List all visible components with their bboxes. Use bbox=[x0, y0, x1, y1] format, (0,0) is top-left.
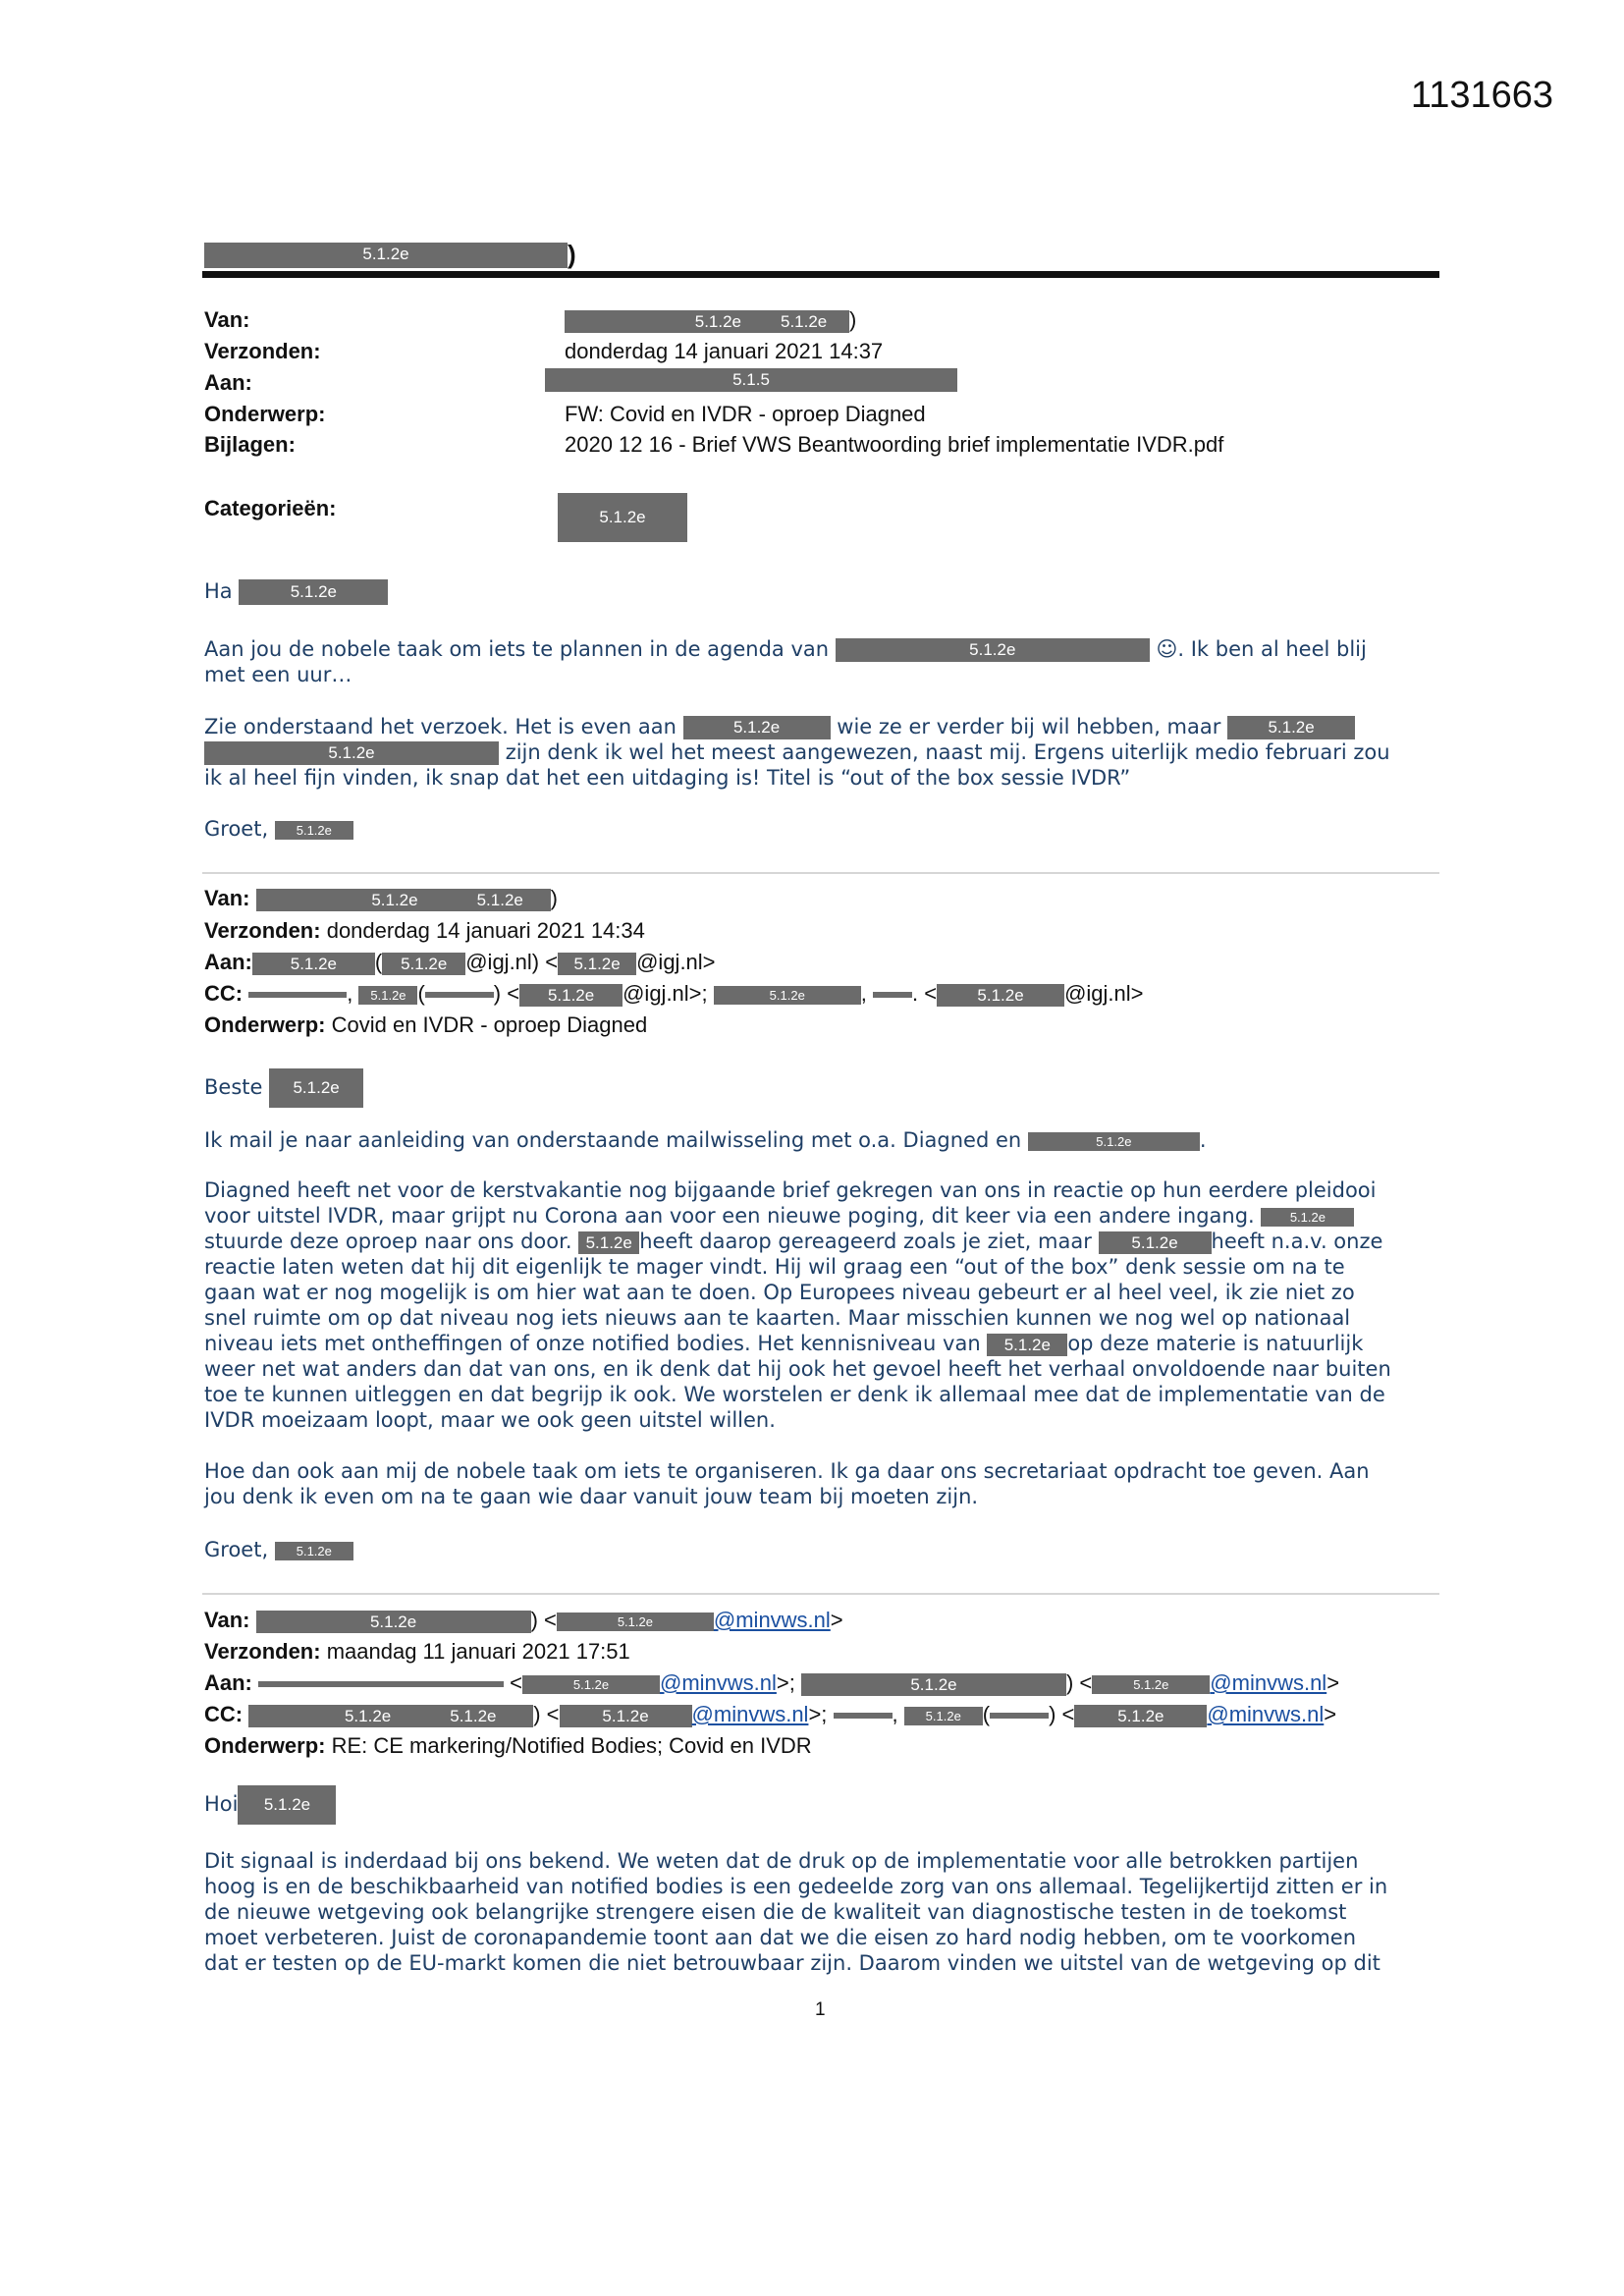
email-link[interactable]: 5.1.2e @minvws.nl bbox=[560, 1702, 809, 1726]
redaction-block: 5.1.2e bbox=[683, 716, 831, 739]
bijlagen-value[interactable]: 2020 12 16 - Brief VWS Beantwoording brief implementatie IVDR.pdf bbox=[565, 432, 1224, 457]
aan-label: Aan: bbox=[204, 370, 252, 395]
redaction-block: 5.1.2e 5.1.2e bbox=[565, 310, 849, 333]
redaction-block: 5.1.2e bbox=[204, 243, 568, 268]
msg3-aan: Aan: < 5.1.2e @minvws.nl>; 5.1.2e ) < 5.1.2e @minvws.nl> bbox=[204, 1670, 1340, 1695]
msg2-aan: Aan: 5.1.2e ( 5.1.2e @igj.nl) < 5.1.2e @igj.nl> bbox=[204, 950, 716, 974]
msg2-closing: Groet, 5.1.2e bbox=[204, 1538, 353, 1561]
van-value: 5.1.2e 5.1.2e ) bbox=[565, 307, 856, 333]
redaction-block: 5.1.2e bbox=[1074, 1705, 1207, 1727]
redaction-block: 5.1.2e bbox=[256, 1611, 531, 1633]
divider bbox=[202, 872, 1439, 874]
redaction-block: 5.1.2e bbox=[558, 953, 636, 975]
redaction-block: 5.1.2e bbox=[238, 1785, 336, 1825]
msg1-greeting: Ha 5.1.2e bbox=[204, 579, 388, 605]
redaction-block: 5.1.2e bbox=[987, 1334, 1067, 1356]
onderwerp-label: Onderwerp: bbox=[204, 402, 326, 426]
email-link[interactable]: 5.1.2e @minvws.nl bbox=[557, 1608, 831, 1632]
aan-value bbox=[545, 366, 957, 392]
page-number: 1 bbox=[815, 1999, 826, 2020]
redaction-block: 5.1.2e bbox=[275, 821, 353, 840]
redaction-block: 5.1.2e bbox=[519, 984, 623, 1007]
redaction-block: 5.1.2e bbox=[522, 1675, 660, 1694]
msg2-paragraph-2: Diagned heeft net voor de kerstvakantie nog bijgaande brief gekregen van ons in reactie op hun eerdere pleidooi voor uitstel IVDR, maar grijpt nu Corona aan voor een nieuwe poging, dit keer via een andere ingang. 5.1.2e stuurde deze oproep naar ons door. 5.1.2e heeft daarop gereageerd zoals je ziet, maar 5.1.2e heeft n.a.v. onze reactie laten weten dat hij dit eigenlijk te mager vindt. Hij wil graag een “out of the box” denk sessie om na te gaan wat er nog mogelijk is om hier wat aan te doen. Op Europees niveau gebeurt er al heel veel, ik zie niet zo snel ruimte om op dat niveau nog iets nieuws aan te kaarten. Maar misschien kunnen we nog wel op nationaal niveau iets met ontheffingen of onze notified bodies. Het kennisniveau van 5.1.2e op deze materie is natuurlijk weer net wat anders dan dat van ons, en ik denk dat hij ook het gevoel heeft het verhaal onvoldoende naar buiten toe te kunnen uitleggen en dat begrijp ik ook. We worstelen er denk ik allemaal mee dat de implementatie van de IVDR moeizaam loopt, maar we ook geen uitstel willen. bbox=[204, 1178, 1391, 1432]
redaction-block: 5.1.2e bbox=[239, 579, 388, 605]
redaction-block: 5.1.2e bbox=[1227, 716, 1355, 739]
msg1-closing: Groet, 5.1.2e bbox=[204, 817, 353, 841]
redaction-block bbox=[873, 992, 912, 998]
verzonden-label: Verzonden: bbox=[204, 339, 321, 363]
msg2-onderwerp: Onderwerp: Covid en IVDR - oproep Diagned bbox=[204, 1012, 648, 1037]
redaction-block: 5.1.2e bbox=[714, 986, 861, 1005]
redaction-block bbox=[258, 1681, 504, 1687]
redaction-block: 5.1.2e bbox=[558, 493, 687, 542]
msg3-greeting: Hoi 5.1.2e bbox=[204, 1785, 336, 1825]
redaction-block: 5.1.2e bbox=[937, 984, 1064, 1007]
email-link[interactable]: 5.1.2e @minvws.nl bbox=[1092, 1670, 1326, 1695]
redaction-block: 5.1.2e 5.1.2e bbox=[248, 1705, 533, 1727]
msg3-onderwerp: Onderwerp: RE: CE markering/Notified Bodies; Covid en IVDR bbox=[204, 1733, 812, 1758]
title-paren: ) bbox=[568, 240, 576, 269]
onderwerp-value: FW: Covid en IVDR - oproep Diagned bbox=[565, 402, 926, 426]
msg2-cc: CC: , 5.1.2e ( ) < 5.1.2e @igj.nl>; 5.1.2e , . < 5.1.2e @igj.nl> bbox=[204, 981, 1144, 1006]
email-link[interactable]: 5.1.2e @minvws.nl bbox=[1074, 1702, 1324, 1726]
redaction-block: 5.1.5 bbox=[545, 368, 957, 392]
categorie-redaction bbox=[558, 493, 687, 542]
redaction-block bbox=[834, 1713, 893, 1719]
van-label: Van: bbox=[204, 307, 250, 332]
msg1-paragraph-1: Aan jou de nobele taak om iets te plannen in de agenda van 5.1.2e ☺. Ik ben al heel blij met een uur… bbox=[204, 637, 1367, 686]
header-rule bbox=[202, 271, 1439, 278]
redaction-block: 5.1.2e bbox=[836, 638, 1150, 662]
redaction-block: 5.1.2e bbox=[1261, 1208, 1354, 1227]
divider bbox=[202, 1593, 1439, 1595]
email-link[interactable]: 5.1.2e @minvws.nl bbox=[522, 1670, 777, 1695]
title-line bbox=[204, 240, 576, 270]
msg3-verzonden: Verzonden: maandag 11 januari 2021 17:51 bbox=[204, 1639, 630, 1664]
msg2-paragraph-1: Ik mail je naar aanleiding van onderstaande mailwisseling met o.a. Diagned en 5.1.2e . bbox=[204, 1128, 1207, 1152]
msg2-paragraph-3: Hoe dan ook aan mij de nobele taak om iets te organiseren. Ik ga daar ons secretariaat opdracht toe geven. Aan jou denk ik even om na te gaan wie daar vanuit jouw team bij moeten zijn. bbox=[204, 1459, 1370, 1508]
redaction-block: 5.1.2e bbox=[578, 1231, 639, 1254]
redaction-block: 5.1.2e bbox=[204, 741, 499, 765]
redaction-block: 5.1.2e bbox=[275, 1542, 353, 1560]
redaction-block: 5.1.2e bbox=[382, 953, 465, 975]
redaction-block: 5.1.2e bbox=[557, 1613, 714, 1631]
msg1-paragraph-2: Zie onderstaand het verzoek. Het is even aan 5.1.2e wie ze er verder bij wil hebben, maar 5.1.2e 5.1.2e zijn denk ik wel het meest aangewezen, naast mij. Ergens uiterlijk medio februari zou ik al heel fijn vinden, ik snap dat het een uitdaging is! Titel is “out of the box sessie IVDR” bbox=[204, 715, 1390, 790]
redaction-block: 5.1.2e bbox=[252, 953, 375, 975]
redaction-block bbox=[425, 992, 494, 998]
categorieen-label: Categorieën: bbox=[204, 496, 337, 520]
redaction-block: 5.1.2e bbox=[801, 1673, 1066, 1696]
redaction-block bbox=[248, 992, 347, 998]
redaction-block: 5.1.2e bbox=[1099, 1231, 1212, 1254]
document-number: 1131663 bbox=[1410, 75, 1553, 116]
redaction-block: 5.1.2e bbox=[358, 986, 417, 1005]
bijlagen-label: Bijlagen: bbox=[204, 432, 296, 457]
msg3-cc: CC: 5.1.2e 5.1.2e ) < 5.1.2e @minvws.nl>; , 5.1.2e ( ) < 5.1.2e @minvws.nl> bbox=[204, 1702, 1337, 1726]
msg3-van: Van: 5.1.2e ) < 5.1.2e @minvws.nl> bbox=[204, 1608, 843, 1632]
redaction-block: 5.1.2e bbox=[1028, 1132, 1200, 1151]
redaction-block: 5.1.2e 5.1.2e bbox=[256, 889, 551, 911]
msg2-greeting: Beste 5.1.2e bbox=[204, 1068, 363, 1108]
redaction-block: 5.1.2e bbox=[269, 1068, 363, 1108]
msg2-verzonden: Verzonden: donderdag 14 januari 2021 14:34 bbox=[204, 918, 645, 943]
msg2-van: Van: 5.1.2e 5.1.2e ) bbox=[204, 886, 558, 910]
msg3-paragraph-1: Dit signaal is inderdaad bij ons bekend. We weten dat de druk op de implementatie voor alle betrokken partijen hoog is en de beschikbaarheid van notified bodies is een gedeelde zorg van ons allemaal. Tegelijkertijd zitten er in de nieuwe wetgeving ook belangrijke strengere eisen die de kwaliteit van diagnostische testen in de toekomst moet verbeteren. Juist de coronapandemie toont aan dat we die eisen zo hard nodig hebben, om te voorkomen dat er testen op de EU-markt komen die niet betrouwbaar zijn. Daarom vinden we uitstel van de wetgeving op dit bbox=[204, 1849, 1388, 1975]
redaction-block bbox=[990, 1713, 1049, 1719]
verzonden-value: donderdag 14 januari 2021 14:37 bbox=[565, 339, 884, 363]
redaction-block: 5.1.2e bbox=[1092, 1675, 1210, 1694]
redaction-block: 5.1.2e bbox=[904, 1707, 983, 1725]
redaction-block: 5.1.2e bbox=[560, 1705, 692, 1727]
